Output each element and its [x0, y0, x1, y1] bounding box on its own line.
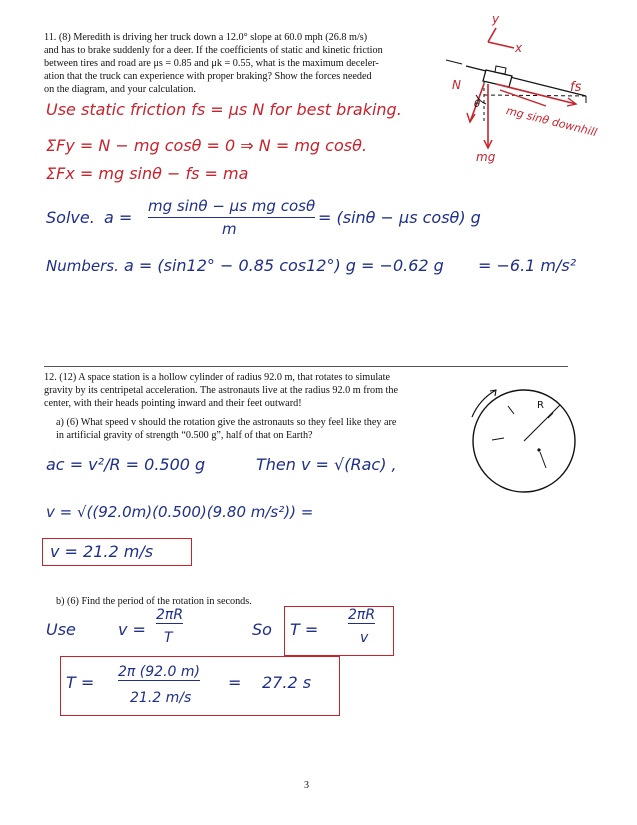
p12-T-answer: 27.2 s	[262, 673, 312, 692]
p11-solve-rhs: = (sinθ − μs cosθ) g	[318, 208, 481, 227]
radius-label: R	[537, 400, 544, 411]
p11-line: between tires and road are μs = 0.85 and μk = 0.55, what is the maximum deceler-	[44, 58, 379, 69]
p11-sum-fy: ΣFy = N − mg cosθ = 0 ⇒ N = mg cosθ.	[46, 136, 367, 155]
p11-line: and has to brake suddenly for a deer. If the coefficients of static and kinetic friction	[44, 45, 383, 56]
p11-line: ation that the truck can experience with proper braking? Show the forces needed	[44, 71, 372, 82]
weight-label: mg	[476, 150, 496, 164]
p12-parta-line: in artificial gravity of strength “0.500 g”, half of that on Earth?	[56, 430, 313, 441]
p12-parta-line: a) (6) What speed v should the rotation give the astronauts so they feel like they are	[56, 417, 397, 428]
p11-solve-denominator: m	[222, 220, 237, 238]
p11-result: = −6.1 m/s²	[478, 256, 577, 275]
p12-ac: ac = v²/R = 0.500 g	[46, 455, 206, 474]
p11-use-static: Use static friction fs = μs N for best braking.	[46, 100, 402, 119]
p11-line: 11. (8) Meredith is driving her truck down a 12.0° slope at 60.0 mph (26.8 m/s)	[44, 32, 368, 43]
p12-T-frac-den: v	[360, 630, 369, 646]
friction-label: fs	[570, 80, 582, 95]
p11-numbers-label: Numbers.	[46, 257, 119, 275]
p12-frac-num: 2πR	[156, 607, 184, 623]
p12-T-calc-num: 2π (92.0 m)	[118, 664, 200, 680]
p11-solve-numerator: mg sinθ − μs mg cosθ	[148, 197, 315, 218]
p12-T-calc-lhs: T =	[66, 673, 95, 692]
theta-label: θ	[474, 99, 481, 110]
p11-numbers: a = (sin12° − 0.85 cos12°) g = −0.62 g	[124, 256, 444, 275]
p12-line: center, with their heads pointing inward and their feet outward!	[44, 398, 302, 409]
p11-line: on the diagram, and your calculation.	[44, 84, 196, 95]
y-axis-label: y	[492, 12, 500, 26]
p12-v-answer: v = 21.2 m/s	[50, 542, 154, 561]
p12-use: Use	[46, 620, 76, 639]
x-axis-label: x	[515, 41, 523, 55]
p12-T-calc-den: 21.2 m/s	[130, 690, 192, 706]
p12-so: So	[252, 620, 272, 639]
p11-sum-fx: ΣFx = mg sinθ − fs = ma	[46, 164, 249, 183]
p12-T-frac-num: 2πR	[348, 607, 376, 623]
p12-v-eq: v =	[118, 620, 146, 639]
p12-T-eq: T =	[290, 620, 319, 639]
p12-then: Then v = √(Rac) ,	[256, 455, 397, 474]
normal-force-label: N	[452, 78, 461, 92]
p12-T-calc-rhs: =	[228, 673, 242, 692]
page-number: 3	[304, 780, 309, 791]
p11-solve-label: Solve.	[46, 208, 95, 227]
p12-line: 12. (12) A space station is a hollow cylinder of radius 92.0 m, that rotates to simulate	[44, 372, 391, 383]
p12-partb: b) (6) Find the period of the rotation in seconds.	[56, 596, 252, 607]
p12-frac-den: T	[164, 630, 173, 646]
p12-v-calc: v = √((92.0m)(0.500)(9.80 m/s²)) =	[46, 503, 314, 521]
mg-sin-downhill-label: mg sinθ downhill	[504, 104, 599, 140]
p12-line: gravity by its centripetal acceleration. The astronauts live at the radius 92.0 m from the	[44, 385, 398, 396]
p11-solve-a: a =	[104, 208, 133, 227]
